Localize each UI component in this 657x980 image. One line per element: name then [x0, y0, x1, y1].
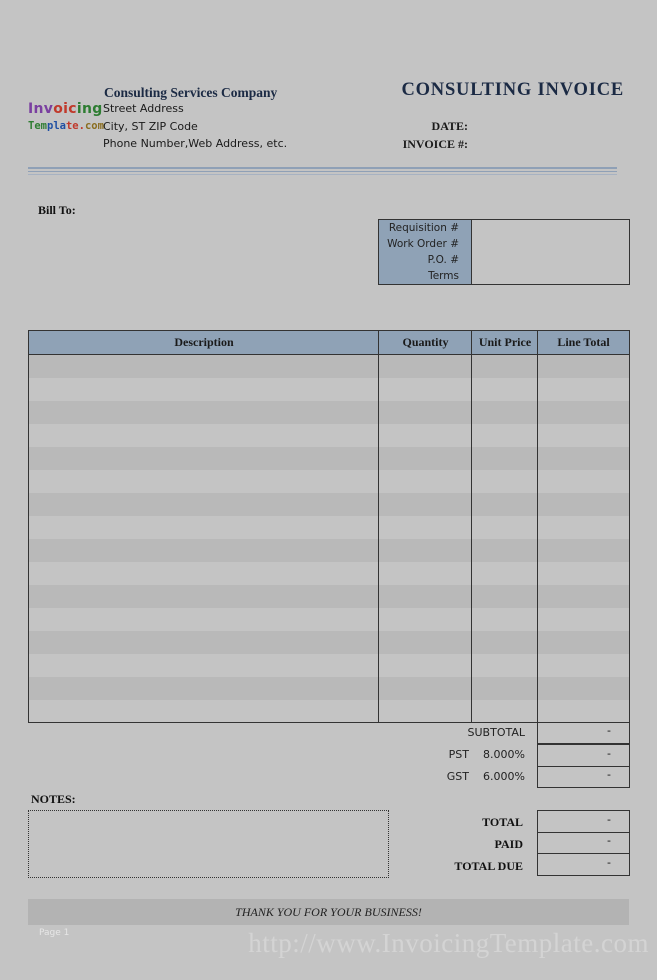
table-row[interactable]	[29, 355, 629, 378]
gst-rate: 6.000%	[483, 770, 525, 783]
total-cell	[537, 810, 630, 833]
table-header	[29, 331, 629, 355]
invoice-title: CONSULTING INVOICE	[401, 80, 624, 100]
total-due-label: TOTAL DUE	[454, 859, 523, 873]
pst-cell	[537, 744, 630, 767]
reference-labels	[379, 220, 472, 284]
header-unit-price: Unit Price	[478, 335, 532, 349]
paid-value: -	[607, 834, 611, 847]
invoice-number-label: INVOICE #:	[402, 137, 468, 151]
terms-label: Terms	[428, 270, 459, 282]
header-rule	[28, 171, 617, 172]
table-row[interactable]	[29, 447, 629, 470]
column-divider	[378, 331, 379, 722]
column-divider	[471, 331, 472, 722]
notes-field[interactable]	[28, 810, 389, 878]
subtotal-value: -	[607, 724, 611, 737]
subtotal-label: SUBTOTAL	[467, 726, 525, 739]
reference-box	[378, 219, 630, 285]
logo-line-2: Template.com	[28, 120, 104, 132]
company-street: Street Address	[103, 102, 184, 115]
notes-label: NOTES:	[31, 792, 76, 806]
work-order-label: Work Order #	[387, 238, 459, 250]
paid-label: PAID	[494, 837, 523, 851]
column-divider	[537, 331, 538, 722]
thank-you-banner: THANK YOU FOR YOUR BUSINESS!	[28, 899, 629, 925]
page-number: Page 1	[39, 928, 70, 938]
reference-values[interactable]	[472, 220, 629, 284]
watermark: http://www.InvoicingTemplate.com	[248, 928, 649, 958]
table-row[interactable]	[29, 539, 629, 562]
logo-line-1: Invoicing	[28, 101, 103, 117]
table-row[interactable]	[29, 677, 629, 700]
company-city: City, ST ZIP Code	[103, 120, 198, 133]
company-contact: Phone Number,Web Address, etc.	[103, 137, 288, 150]
header-description: Description	[174, 335, 234, 349]
requisition-label: Requisition #	[388, 222, 459, 234]
pst-rate: 8.000%	[483, 748, 525, 761]
total-due-cell	[537, 854, 630, 876]
table-row[interactable]	[29, 631, 629, 654]
date-label: DATE:	[431, 119, 468, 133]
total-due-value: -	[607, 856, 611, 869]
table-row[interactable]	[29, 585, 629, 608]
total-value: -	[607, 813, 611, 826]
table-row[interactable]	[29, 493, 629, 516]
total-label: TOTAL	[482, 815, 523, 829]
bill-to-label: Bill To:	[38, 203, 76, 217]
line-items-table	[28, 330, 630, 723]
header-quantity: Quantity	[402, 335, 449, 349]
table-row[interactable]	[29, 401, 629, 424]
header-line-total: Line Total	[557, 335, 610, 349]
po-label: P.O. #	[427, 254, 459, 266]
header-rule	[28, 167, 617, 169]
pst-label: PST	[448, 748, 469, 761]
gst-value: -	[607, 768, 611, 781]
pst-value: -	[607, 747, 611, 760]
gst-cell	[537, 766, 630, 788]
subtotal-cell	[537, 722, 630, 744]
paid-cell	[537, 832, 630, 854]
company-logo	[28, 100, 104, 134]
header-rule	[28, 174, 617, 175]
gst-label: GST	[446, 770, 469, 783]
company-name: Consulting Services Company	[104, 85, 278, 100]
